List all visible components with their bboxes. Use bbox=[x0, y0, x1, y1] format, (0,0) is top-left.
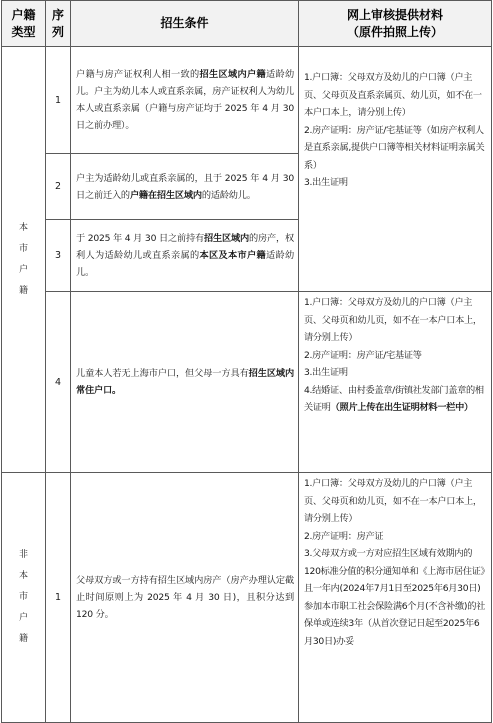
materials-local-a: 1.户口簿：父母双方及幼儿的户口簿（户主页、父母页及直系亲属页、幼儿页，如不在一本户口本上，请分别上传） 2.房产证明：房产证/宅基证等（如房产权利人是直系亲属,提供户口簿等相关材料证明亲属关系） 3.出生证明 bbox=[299, 47, 492, 292]
materials-nonlocal: 1.户口簿：父母双方及幼儿的户口簿（户主页、父母页和幼儿页，如不在一本户口本上，请分别上传） 2.房产证明：房产证 3.父母双方或一方对应招生区域有效期内的120标准分值的积分通知单和《上海市居住证》且一年内(2024年7月1日至2025年6月30日)参加本市职工社会保险满6个月(不含补缴)的社保单或连续3年（从首次登记日起至2025年6月30日)办妥 bbox=[299, 473, 492, 723]
seq-number: 1 bbox=[46, 473, 71, 723]
header-seq: 序 列 bbox=[46, 1, 71, 47]
table-row bbox=[2, 473, 492, 723]
materials-local-b: 1.户口簿：父母双方及幼儿的户口簿（户主页、父母页和幼儿页，如不在一本户口本上，请分别上传） 2.房产证明：房产证/宅基证等 3.出生证明 4.结婚证、由村委盖章/街镇社发部门盖章的相关证明（照片上传在出生证明材料一栏中） bbox=[299, 292, 492, 473]
condition-text: 于 2025 年 4 月 30 日之前持有招生区域内的房产，权利人为适龄幼儿或直系亲属的本区及本市户籍适龄幼儿。 bbox=[71, 220, 299, 292]
seq-number: 3 bbox=[46, 220, 71, 292]
table-row bbox=[2, 47, 492, 154]
condition-text: 父母双方或一方持有招生区域内房产（房产办理认定截止时间原则上为 2025 年 4 月 30 日)，且积分达到 120 分。 bbox=[71, 473, 299, 723]
group-label-nonlocal: 非 本 市 户 籍 bbox=[2, 473, 46, 723]
table-row bbox=[2, 292, 492, 473]
header-row bbox=[2, 1, 492, 47]
condition-text: 户主为适龄幼儿或直系亲属的，且于 2025 年 4 月 30 日之前迁入的户籍在招生区域内的适龄幼儿。 bbox=[71, 154, 299, 220]
seq-number: 1 bbox=[46, 47, 71, 154]
condition-text: 户籍与房产证权利人相一致的招生区域内户籍适龄幼儿。户主为幼儿本人或直系亲属，房产证权利人为幼儿本人或直系亲属（户籍与房产证均于 2025 年 4 月 30 日之前办理）。 bbox=[71, 47, 299, 154]
header-condition: 招生条件 bbox=[71, 1, 299, 47]
condition-text: 儿童本人若无上海市户口，但父母一方具有招生区域内常住户口。 bbox=[71, 292, 299, 473]
group-label-local: 本 市 户 籍 bbox=[2, 47, 46, 473]
header-materials: 网上审核提供材料 （原件拍照上传） bbox=[299, 1, 492, 47]
enrollment-table bbox=[1, 0, 492, 723]
header-type: 户籍 类型 bbox=[2, 1, 46, 47]
seq-number: 2 bbox=[46, 154, 71, 220]
seq-number: 4 bbox=[46, 292, 71, 473]
